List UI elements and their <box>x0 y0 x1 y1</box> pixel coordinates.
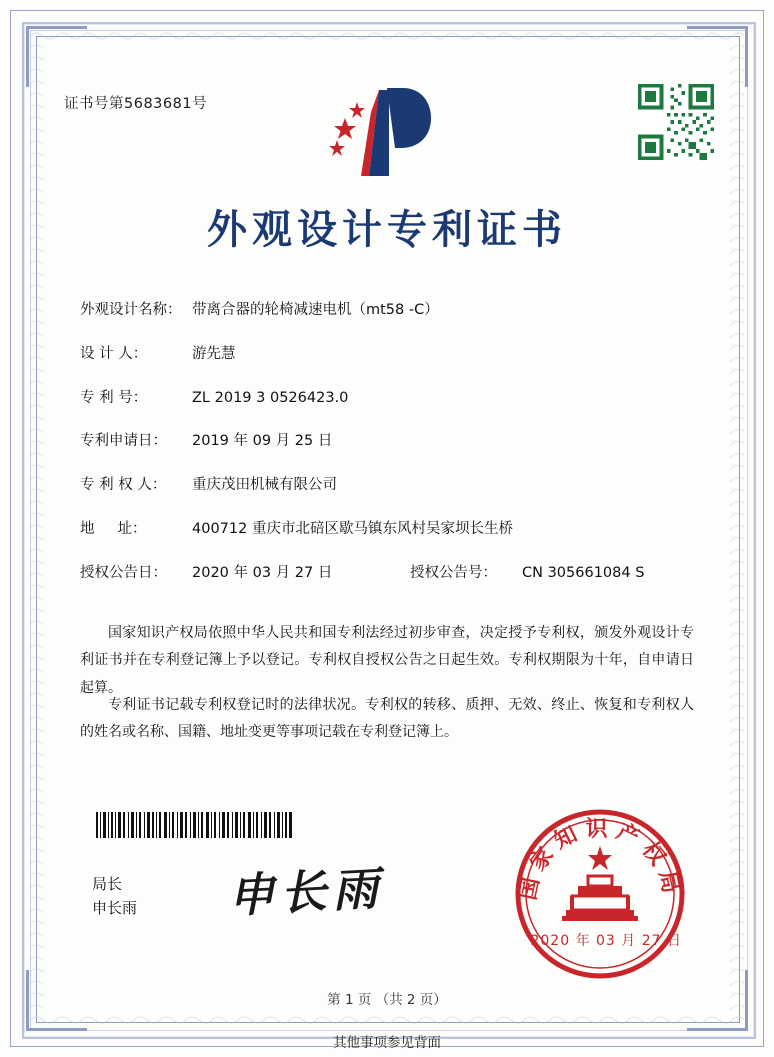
legal-paragraph-1: 国家知识产权局依照中华人民共和国专利法经过初步审查，决定授予专利权，颁发外观设计专利证书并在专利登记簿上予以登记。专利权自授权公告之日起生效。专利权期限为十年，自申请日起算。 <box>80 625 694 696</box>
field-label-designer: 设 计 人： <box>80 345 148 362</box>
footnote: 其他事项参见背面 <box>333 1035 441 1051</box>
field-row-application-date <box>80 431 700 453</box>
field-value-address: 400712 重庆市北碚区歇马镇东风村吴家坝长生桥 <box>192 520 513 537</box>
certificate-fields <box>80 300 700 606</box>
certificate-number: 证书号第5683681号 <box>64 96 208 112</box>
field-label-patentee: 专 利 权 人： <box>80 477 167 493</box>
qr-code-icon <box>638 84 714 160</box>
legal-paragraph-2: 专利证书记载专利权登记时的法律状况。专利权的转移、质押、无效、终止、恢复和专利权人的姓名或名称、国籍、地址变更等事项记载在专利登记簿上。 <box>80 697 694 741</box>
field-value-patent-number: ZL 2019 3 0526423.0 <box>192 389 349 406</box>
field-value-application-date: 2019 年 09 月 25 日 <box>192 433 333 450</box>
field-value-designer: 游先慧 <box>192 345 236 362</box>
svg-text:国家知识产权局: 国家知识产权局 <box>515 817 685 903</box>
field-label-patent-number: 专 利 号： <box>80 389 148 406</box>
field-value-grant-date: 2020 年 03 月 27 日 <box>192 564 333 581</box>
field-row-designer <box>80 344 700 366</box>
field-value-design-name: 带离合器的轮椅减速电机（mt58 -C） <box>192 302 439 318</box>
field-value-grant-number: CN 305661084 S <box>522 564 645 581</box>
corner-ornament-top-right <box>687 26 748 87</box>
official-seal <box>512 806 688 982</box>
seal-date: 2020 年 03 月 27 日 <box>530 933 682 949</box>
field-value-patentee: 重庆茂田机械有限公司 <box>192 477 337 493</box>
field-label-address: 地 址： <box>80 520 147 537</box>
field-row-address <box>80 519 700 541</box>
field-label-application-date: 专利申请日： <box>80 433 167 450</box>
field-label-grant-number: 授权公告号： <box>410 564 497 581</box>
field-row-design-name <box>80 300 700 322</box>
field-row-patentee <box>80 475 700 497</box>
signature-name-label: 申长雨 <box>92 899 138 917</box>
field-row-grant <box>80 563 700 585</box>
field-label-grant-date: 授权公告日： <box>80 564 167 581</box>
handwritten-signature: 申长雨 <box>226 860 386 924</box>
field-row-patent-number <box>80 388 700 410</box>
barcode <box>96 812 292 838</box>
signature-block <box>92 872 137 920</box>
page-title: 外观设计专利证书 <box>207 207 567 253</box>
signature-title-label: 局长 <box>92 875 123 893</box>
patent-office-emblem-icon <box>317 82 457 182</box>
corner-ornament-top-left <box>26 26 87 87</box>
page-number: 第 1 页 （共 2 页） <box>327 992 447 1008</box>
field-label-design-name: 外观设计名称： <box>80 302 182 318</box>
